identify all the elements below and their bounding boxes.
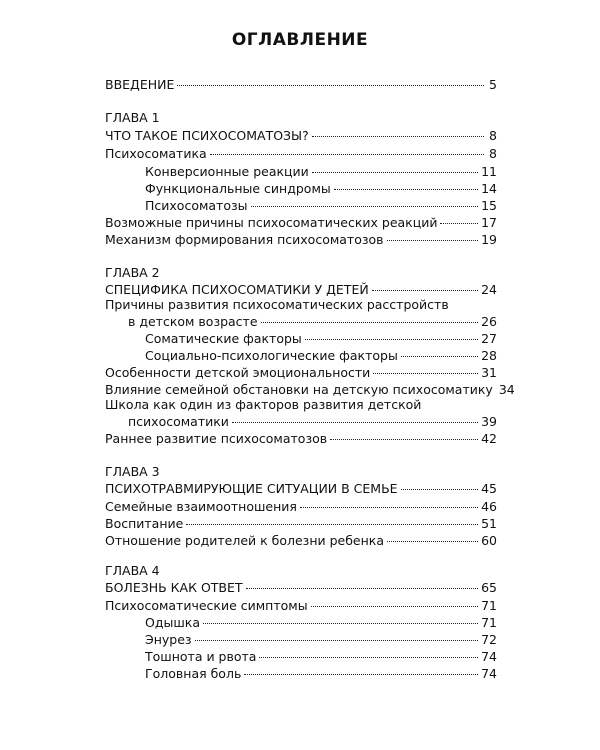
leader-dots: [195, 630, 479, 641]
toc-page-number: 5: [489, 77, 497, 92]
toc-page-number: 8: [489, 128, 497, 143]
toc-entry[interactable]: [105, 431, 497, 449]
leader-dots: [232, 412, 478, 423]
leader-dots: [334, 179, 478, 190]
toc-page-number: 74: [481, 649, 497, 664]
leader-dots: [373, 363, 478, 374]
leader-dots: [210, 144, 484, 155]
toc-entry-text: ПСИХОТРАВМИРУЮЩИЕ СИТУАЦИИ В СЕМЬЕ: [105, 481, 398, 496]
toc-entry-text: Особенности детской эмоциональности: [105, 365, 371, 380]
toc-page-number: 65: [481, 580, 497, 595]
leader-dots: [261, 312, 479, 323]
toc-page-number: 71: [481, 598, 497, 613]
toc-entry-text-first-line[interactable]: Причины развития психосоматических расстройств: [105, 297, 449, 312]
toc-page-number: 24: [481, 282, 497, 297]
toc-page-number: 60: [481, 533, 497, 548]
leader-dots: [186, 514, 478, 525]
leader-dots: [401, 479, 479, 490]
toc-entry-text: Психосоматические симптомы: [105, 598, 308, 613]
leader-dots: [312, 162, 478, 173]
leader-dots: [300, 497, 478, 508]
toc-entry-text: Конверсионные реакции: [145, 164, 309, 179]
toc-entry-text: БОЛЕЗНЬ КАК ОТВЕТ: [105, 580, 243, 595]
toc-entry-text: Влияние семейной обстановки на детскую психосоматику: [105, 382, 493, 397]
leader-dots: [244, 664, 478, 675]
toc-entry-text: Энурез: [145, 632, 192, 647]
toc-entry-text: Механизм формирования психосоматозов: [105, 232, 384, 247]
chapter-label: ГЛАВА 1: [105, 110, 160, 125]
toc-entry-text: Возможные причины психосоматических реакций: [105, 215, 438, 230]
leader-dots: [312, 126, 484, 137]
leader-dots: [177, 75, 484, 86]
toc-entry-text: Соматические факторы: [145, 331, 302, 346]
toc-page-number: 34: [498, 382, 515, 397]
toc-entry-text: Воспитание: [105, 516, 184, 531]
toc-entry[interactable]: [105, 232, 497, 250]
leader-dots: [246, 578, 479, 589]
toc-subentry[interactable]: [145, 666, 497, 684]
toc-entry[interactable]: [105, 533, 497, 551]
toc-page-number: 42: [481, 431, 497, 446]
toc-entry-text-first-line[interactable]: Школа как один из факторов развития детской: [105, 397, 422, 412]
toc-entry-text-continued: в детском возрасте: [128, 314, 258, 329]
toc-entry-introduction[interactable]: [105, 77, 497, 95]
toc-page-number: 8: [489, 146, 497, 161]
toc-page-number: 46: [481, 499, 497, 514]
toc-page-number: 45: [481, 481, 497, 496]
toc-page-number: 31: [481, 365, 497, 380]
toc-page-number: 72: [481, 632, 497, 647]
toc-entry-text: СПЕЦИФИКА ПСИХОСОМАТИКИ У ДЕТЕЙ: [105, 282, 369, 297]
toc-page-number: 51: [481, 516, 497, 531]
toc-entry-text: Функциональные синдромы: [145, 181, 331, 196]
toc-page-number: 19: [481, 232, 497, 247]
toc-entry-text: Отношение родителей к болезни ребенка: [105, 533, 385, 548]
toc-entry-text: Психосоматика: [105, 146, 207, 161]
toc-page-number: 15: [481, 198, 497, 213]
toc-entry-text: ВВЕДЕНИЕ: [105, 77, 175, 92]
toc-entry-text: Раннее развитие психосоматозов: [105, 431, 328, 446]
toc-page-number: 27: [481, 331, 497, 346]
toc-entry-text: ЧТО ТАКОЕ ПСИХОСОМАТОЗЫ?: [105, 128, 309, 143]
leader-dots: [251, 196, 479, 207]
leader-dots: [387, 230, 479, 241]
toc-entry-text: Социально-психологические факторы: [145, 348, 398, 363]
leader-dots: [330, 429, 478, 440]
toc-entry-text: Головная боль: [145, 666, 242, 681]
toc-entry-text: Одышка: [145, 615, 200, 630]
toc-entry-text-continued: психосоматики: [128, 414, 229, 429]
toc-entry-text: Психосоматозы: [145, 198, 248, 213]
chapter-label: ГЛАВА 4: [105, 563, 160, 578]
chapter-label: ГЛАВА 3: [105, 464, 160, 479]
toc-page-number: 28: [481, 348, 497, 363]
chapter-label: ГЛАВА 2: [105, 265, 160, 280]
page-title: ОГЛАВЛЕНИЕ: [231, 30, 369, 50]
toc-page-number: 11: [481, 164, 497, 179]
leader-dots: [401, 346, 478, 357]
leader-dots: [440, 213, 478, 224]
leader-dots: [305, 329, 478, 340]
toc-page-number: 14: [481, 181, 497, 196]
leader-dots: [372, 280, 478, 291]
toc-page-number: 71: [481, 615, 497, 630]
toc-page-number: 74: [481, 666, 497, 681]
leader-dots: [259, 647, 478, 658]
toc-page-number: 26: [481, 314, 497, 329]
toc-entry[interactable]: [105, 365, 497, 383]
leader-dots: [203, 613, 478, 624]
leader-dots: [387, 531, 478, 542]
toc-page-number: 17: [481, 215, 497, 230]
toc-entry-text: Тошнота и рвота: [145, 649, 257, 664]
leader-dots: [311, 596, 479, 607]
toc-page-number: 39: [481, 414, 497, 429]
toc-entry-text: Семейные взаимоотношения: [105, 499, 297, 514]
